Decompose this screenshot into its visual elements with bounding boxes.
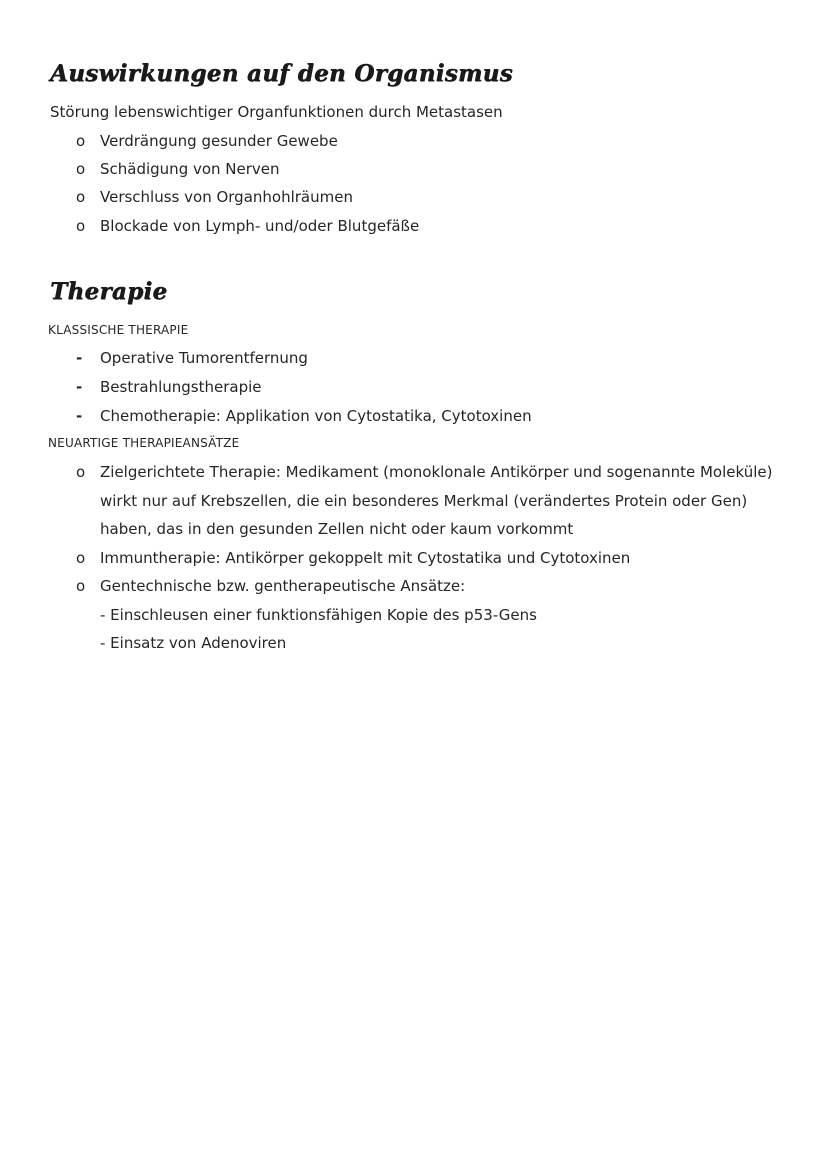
circle-bullet-icon: o <box>76 577 86 595</box>
list-item: Chemotherapie: Applikation von Cytostatika, Cytotoxinen <box>100 407 532 425</box>
sub-list-item: - Einschleusen einer funktionsfähigen Kopie des p53-Gens <box>100 606 537 624</box>
circle-bullet-icon: o <box>76 463 86 481</box>
list-item: Operative Tumorentfernung <box>100 349 308 367</box>
circle-bullet-icon: o <box>76 132 86 150</box>
sub-list-item: - Einsatz von Adenoviren <box>100 634 287 652</box>
effects-intro: Störung lebenswichtiger Organfunktionen durch Metastasen <box>50 103 503 121</box>
circle-bullet-icon: o <box>76 217 86 235</box>
list-item: Gentechnische bzw. gentherapeutische Ansätze: <box>100 577 466 595</box>
list-item: Schädigung von Nerven <box>100 160 280 178</box>
dash-bullet-icon: - <box>76 349 83 367</box>
list-item: Blockade von Lymph- und/oder Blutgefäße <box>100 217 420 235</box>
circle-bullet-icon: o <box>76 160 86 178</box>
list-item: Immuntherapie: Antikörper gekoppelt mit Cytostatika und Cytotoxinen <box>100 549 631 567</box>
heading-therapy: Therapie <box>50 278 168 305</box>
heading-effects: Auswirkungen auf den Organismus <box>50 60 513 87</box>
dash-bullet-icon: - <box>76 378 83 396</box>
list-item-wrapped: Zielgerichtete Therapie: Medikament (monoklonale Antikörper und sogenannte Moleküle) wirkt nur auf Krebszellen, die ein besonderes Merkmal (verändertes Protein oder Gen) haben, das in den gesunden Zellen nicht oder kaum vorkommt <box>100 463 773 538</box>
circle-bullet-icon: o <box>76 549 86 567</box>
list-item: Verschluss von Organhohlräumen <box>100 188 353 206</box>
list-item: Bestrahlungstherapie <box>100 378 262 396</box>
circle-bullet-icon: o <box>76 188 86 206</box>
dash-bullet-icon: - <box>76 407 83 425</box>
label-classic-therapy: KLASSISCHE THERAPIE <box>48 323 189 337</box>
label-novel-therapy: NEUARTIGE THERAPIEANSÄTZE <box>48 436 240 450</box>
list-item: Verdrängung gesunder Gewebe <box>100 132 338 150</box>
